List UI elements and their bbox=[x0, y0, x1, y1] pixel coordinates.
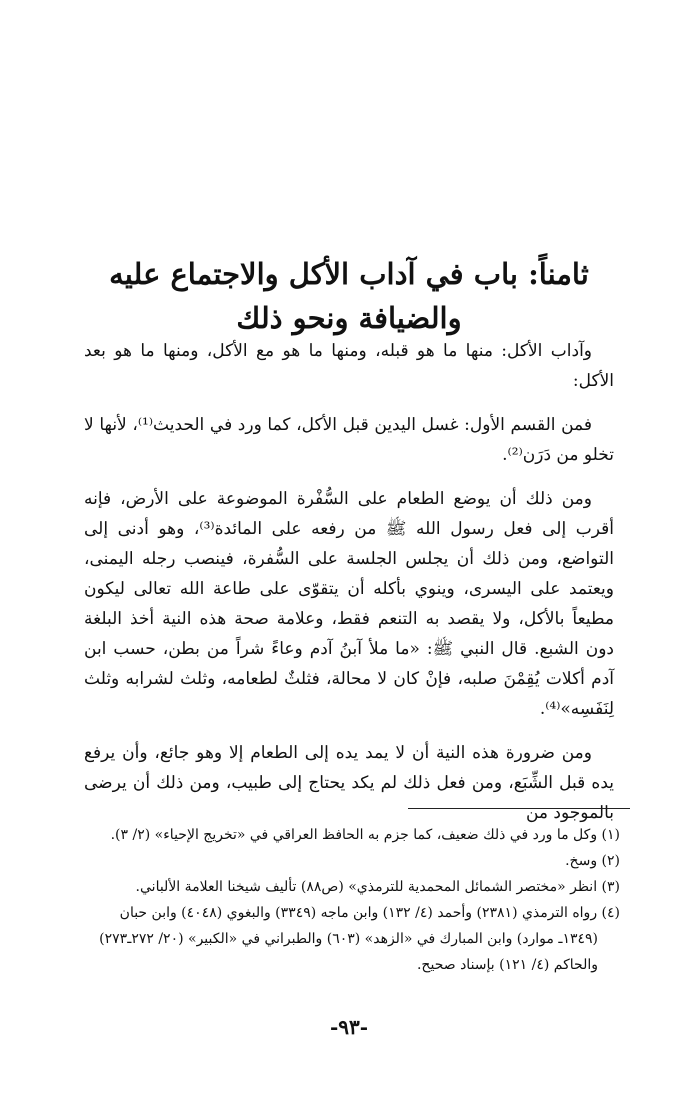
footnote: (٢) وسخ. bbox=[565, 853, 620, 869]
paragraph: فمن القسم الأول: غسل اليدين قبل الأكل، كما ورد في الحديث⁽¹⁾، لأنها لا تخلو من دَرَن⁽²⁾. bbox=[84, 415, 614, 465]
footnote-divider bbox=[408, 808, 630, 809]
paragraph: ومن ضرورة هذه النية أن لا يمد يده إلى الطعام إلا وهو جائع، وأن يرفع يده قبل الشِّبَع، ومن فعل ذلك لم يكد يحتاج إلى طبيب، ومن ذلك أن يرضى بالموجود من bbox=[84, 743, 614, 823]
footnote-continuation: والحاكم (٤/ ١٢١) بإسناد صحيح. bbox=[416, 957, 598, 973]
footnote: (٤) رواه الترمذي (٢٣٨١) وأحمد (٤/ ١٣٢) وابن ماجه (٣٣٤٩) والبغوي (٤٠٤٨) وابن حبان bbox=[119, 905, 620, 921]
section-heading: ثامناً: باب في آداب الأكل والاجتماع عليه والضيافة ونحو ذلك bbox=[109, 257, 589, 335]
main-text bbox=[84, 336, 614, 842]
paragraph: وآداب الأكل: منها ما هو قبله، ومنها ما هو مع الأكل، ومنها ما هو بعد الأكل: bbox=[84, 341, 614, 391]
footnote-continuation: (١٣٤٩ـ موارد) وابن المبارك في «الزهد» (٦٠٣) والطبراني في «الكبير» (٢٠/ ٢٧٢ـ٢٧٣) bbox=[99, 931, 598, 947]
footnote: (٣) انظر «مختصر الشمائل المحمدية للترمذي» (ص٨٨) تأليف شيخنا العلامة الألباني. bbox=[135, 879, 620, 895]
footnotes bbox=[70, 822, 620, 978]
paragraph: ومن ذلك أن يوضع الطعام على السُّفْرة الموضوعة على الأرض، فإنه أقرب إلى فعل رسول الله ﷺ من رفعه على المائدة⁽³⁾، وهو أدنى إلى التواضع، ومن ذلك أن يجلس الجلسة على السُّفرة، فينصب رجله اليمنى، ويعتمد على اليسرى، وينوي بأكله أن يتقوّى على طاعة الله تعالى ليكون مطيعاً بالأكل، ولا يقصد به التنعم فقط، وعلامة صحة هذه النية أخذ البلغة دون الشبع. قال النبي ﷺ: «ما ملأ آبنُ آدم وعاءً شراً من بطن، حسب ابن آدم أكلات يُقِمْنَ صلبه، فإنْ كان لا محالة، فثلثٌ لطعامه، وثلث لشرابه وثلث لِنَفَسِه»⁽⁴⁾. bbox=[84, 489, 614, 719]
page-number: -٩٣- bbox=[329, 1015, 369, 1039]
footnote: (١) وكل ما ورد في ذلك ضعيف، كما جزم به الحافظ العراقي في «تخريج الإحياء» (٢/ ٣). bbox=[110, 827, 620, 843]
